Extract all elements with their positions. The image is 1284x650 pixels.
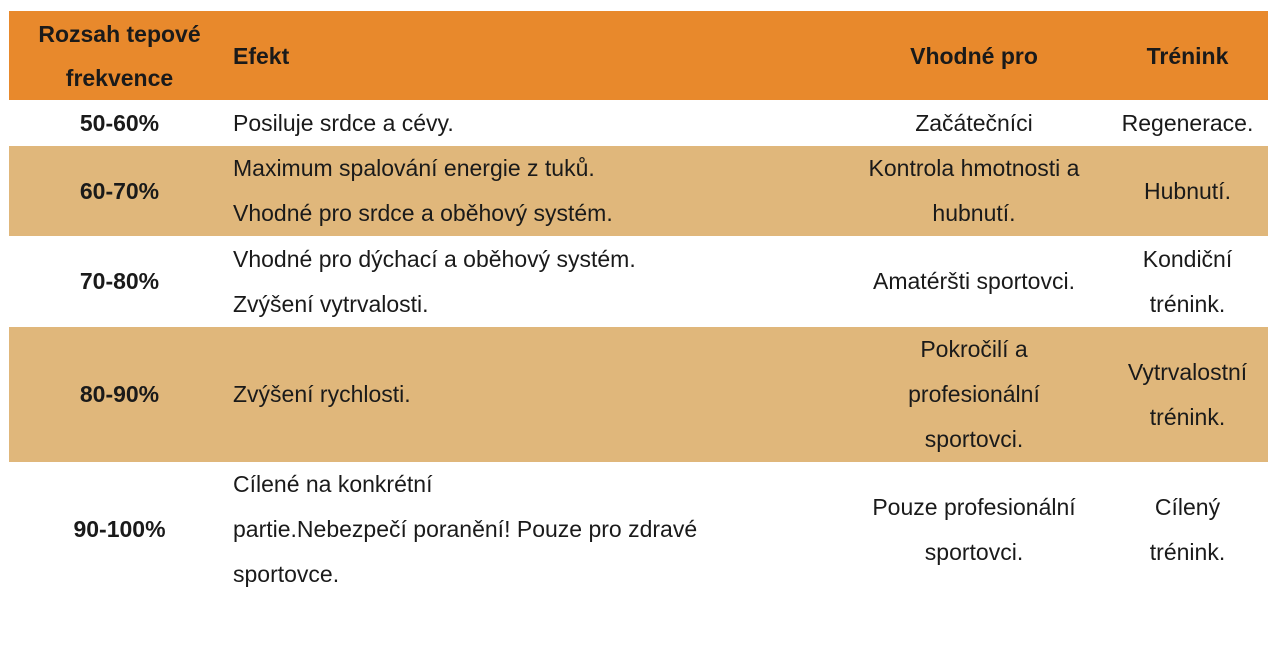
effect-cell: Zvýšení rychlosti.	[233, 381, 411, 407]
suitable-for-cell: Pouze profesionální sportovci.	[872, 493, 1076, 565]
header-suitable-for: Vhodné pro	[910, 42, 1038, 69]
training-cell: Cílený trénink.	[1149, 493, 1226, 565]
header-range: Rozsah tepové frekvence	[38, 20, 201, 91]
range-cell: 80-90%	[79, 381, 160, 407]
header-training: Trénink	[1146, 42, 1229, 69]
table-row	[9, 327, 1268, 462]
training-cell: Regenerace.	[1121, 109, 1254, 136]
header-effect: Efekt	[233, 42, 290, 69]
training-cell: Hubnutí.	[1144, 177, 1231, 204]
suitable-for-cell: Kontrola hmotnosti a hubnutí.	[868, 155, 1080, 226]
training-cell: Vytrvalostní trénink.	[1127, 358, 1248, 430]
table-row	[9, 146, 1268, 236]
training-cell: Kondiční trénink.	[1142, 245, 1233, 317]
range-cell: 90-100%	[73, 516, 166, 542]
effect-cell: Posiluje srdce a cévy.	[233, 109, 454, 136]
table-header	[9, 11, 1268, 100]
range-cell: 70-80%	[79, 268, 160, 294]
table-row	[9, 100, 1268, 146]
effect-cell: Vhodné pro dýchací a oběhový systém. Zvýšení vytrvalosti.	[233, 245, 636, 317]
effect-cell: Cílené na konkrétní partie.Nebezpečí poranění! Pouze pro zdravé sportovce.	[233, 471, 698, 587]
table-row	[9, 462, 1268, 597]
suitable-for-cell: Pokročilí a profesionální sportovci.	[908, 336, 1040, 452]
suitable-for-cell: Začátečníci	[915, 109, 1033, 136]
table-row	[9, 236, 1268, 327]
suitable-for-cell: Amatéršti sportovci.	[873, 268, 1075, 294]
effect-cell: Maximum spalování energie z tuků. Vhodné pro srdce a oběhový systém.	[233, 155, 613, 226]
range-cell: 50-60%	[79, 109, 160, 136]
header-row	[9, 11, 1268, 100]
heart-rate-zones-table	[9, 11, 1268, 597]
range-cell: 60-70%	[79, 177, 160, 204]
table-body	[9, 100, 1268, 597]
